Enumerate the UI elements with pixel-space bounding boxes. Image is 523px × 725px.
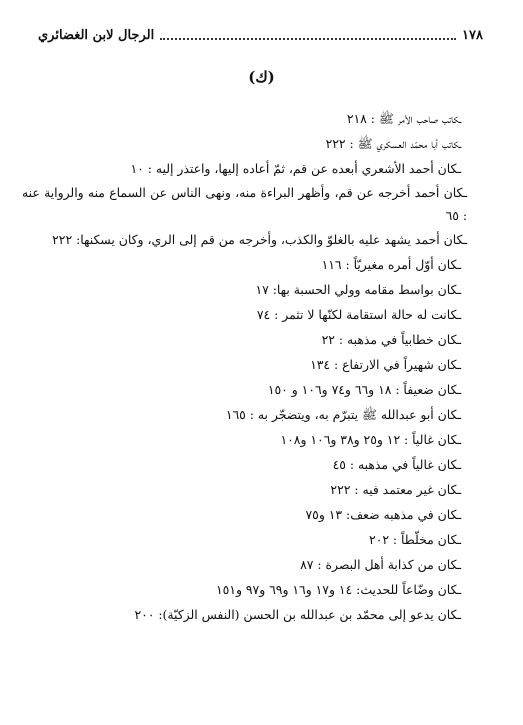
index-entry: ـكان وضّاعاً للحديث: ١٤ و١٧ و١٦ و٦٩ و٩٧ و١٥١	[216, 582, 461, 597]
index-entry: ـكان أبو عبدالله ﷺ يتبرّم به، ويتضجّر به : ١٦٥	[225, 407, 461, 422]
index-entry: ـكان أحمد يشهد عليه بالغلوّ والكذب، وأخرجه من قم إلى الري، وكان يسكنها: ٢٢٢	[52, 232, 467, 247]
index-entry: ـكان من كذابة أهل البصرة : ٨٧	[300, 557, 461, 572]
running-title: الرجال لابن الغضائري	[38, 27, 155, 43]
page-header	[38, 24, 483, 46]
index-entries	[22, 106, 467, 627]
index-entry: ـكان مخلّطاً : ٢٠٢	[369, 532, 461, 547]
header-leader-dots	[160, 38, 456, 40]
index-entry: ـكاتب صاحب الأمر ﷺ : ٢١٨	[346, 111, 461, 126]
index-entry: ـكان بواسط مقامه وولي الحسبة بها: ١٧	[255, 282, 461, 297]
index-entry: ـكان غالياً في مذهبه : ٤٥	[332, 457, 461, 472]
index-entry: ـكان خطابياً في مذهبه : ٢٢	[321, 332, 461, 347]
index-entry: ـكان ضعيفاً : ١٨ و٦٦ و٧٤ و١٠٦ و ١٥٠	[267, 382, 461, 397]
index-entry: ـكان أوّل أمره مغيريّاً : ١١٦	[321, 257, 461, 272]
index-entry: ـكانت له حالة استقامة لكنّها لا تثمر : ٧٤	[256, 307, 461, 322]
index-entry: ـكان غالياً : ١٢ و٢٥ و٣٨ و١٠٦ و١٠٨	[280, 432, 461, 447]
index-entry: ـكاتب أبا محمّد العسكري ﷺ : ٢٢٢	[325, 136, 461, 151]
index-entry: ـكان يدعو إلى محمّد بن عبدالله بن الحسن (النفس الزكيّة): ٢٠٠	[134, 607, 461, 622]
page-number: ١٧٨	[462, 27, 483, 43]
section-title: (ك)	[248, 68, 275, 86]
index-entry: ـكان شهيراً في الارتفاع : ١٣٤	[310, 357, 461, 372]
index-entry: ـكان في مذهبه ضعف: ١٣ و٧٥	[305, 507, 461, 522]
index-entry: ـكان أحمد أخرجه عن قم، وأظهر البراءة منه، ونهى الناس عن السماع منه والرواية عنه : ٦٥	[22, 185, 467, 223]
index-entry: ـكان أحمد الأشعري أبعده عن قم، ثمّ أعاده إليها، واعتذر إليه : ١٠	[130, 161, 461, 176]
index-entry: ـكان غير معتمد فيه : ٢٢٢	[330, 482, 461, 497]
